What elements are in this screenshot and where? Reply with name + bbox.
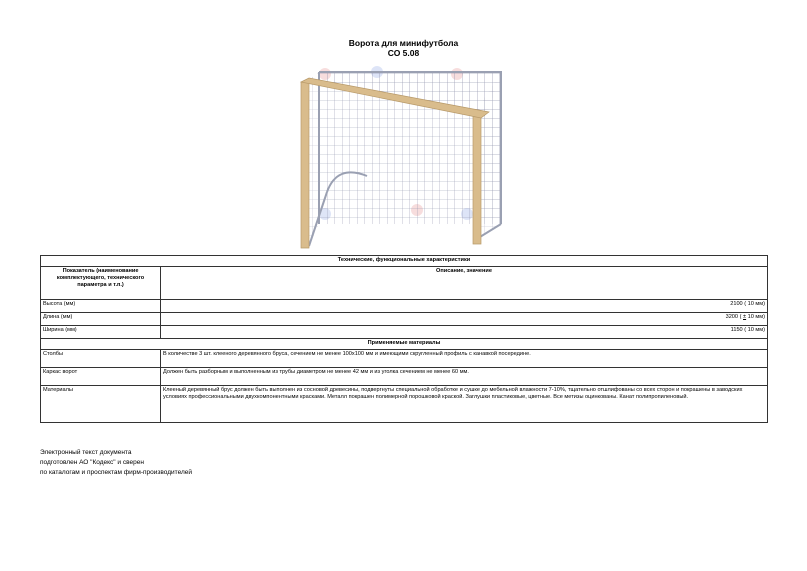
material-frame-desc: Должен быть разборным и выполненным из трубы диаметром не менее 42 мм и из уголка сечением не менее 60 мм. (161, 368, 768, 386)
material-materials-desc: Клееный деревянный брус должен быть выполнен из сосновой древесины, подвергнуты специальной обработке и сушке до мебельной влажности 7-10%, тщательно отшлифованы со всех сторон и покрашены в заводских условиях профессиональными двухкомпонентными красками. Металл покрашен полимерной порошковой краской. Заглушки пластиковые, цветные. Все метизы оцинкованы. Канат полипропиленовый. (161, 386, 768, 423)
column-header-desc: Описание, значение (161, 267, 768, 300)
document-code: СО 5.08 (387, 48, 420, 58)
material-posts-desc: В количестве 3 шт. клееного деревянного бруса, сечением не менее 100х100 мм и имеющими скругленный профиль с канавкой посередине. (161, 350, 768, 368)
footer-line-1: Электронный текст документа (40, 449, 132, 456)
material-posts-param: Столбы (41, 350, 161, 368)
column-header-param: Показатель (наименование комплектующего, технического параметра и т.п.) (41, 267, 161, 300)
material-frame-param: Каркас ворот (41, 368, 161, 386)
row-width-param: Ширина (мм) (41, 326, 161, 339)
row-height-param: Высота (мм) (41, 300, 161, 313)
row-width-value: 1150 ( 10 мм) (161, 326, 768, 339)
material-materials-param: Материалы (41, 386, 161, 423)
row-height-value: 2100 ( 10 мм) (161, 300, 768, 313)
row-length-param: Длина (мм) (41, 313, 161, 326)
document-title: Ворота для минифутбола (348, 38, 459, 48)
goal-illustration (297, 64, 515, 250)
footer-note (40, 448, 192, 478)
spec-table (40, 255, 768, 423)
row-length-value: 3200 ( ± 10 мм) (161, 313, 768, 326)
section-materials-header: Применяемые материалы (41, 339, 768, 350)
footer-line-2: подготовлен АО "Кодекс" и сверен (40, 459, 144, 466)
footer-line-3: по каталогам и проспектам фирм-производителей (40, 469, 193, 476)
section-tech-header: Технические, функциональные характеристики (41, 256, 768, 267)
